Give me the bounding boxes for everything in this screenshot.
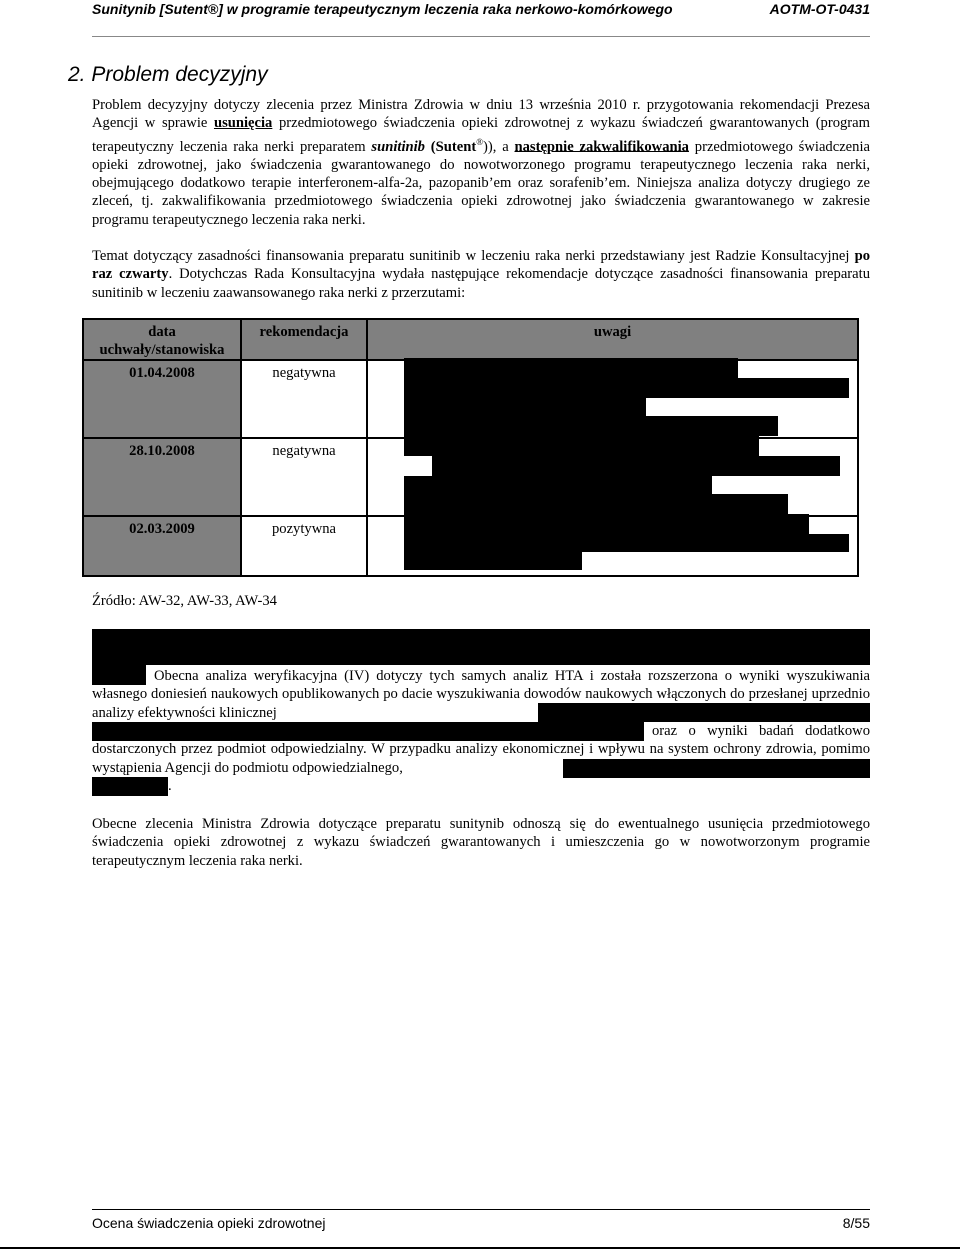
cell-date: 28.10.2008 (83, 438, 241, 516)
paragraph-verification-analysis-cont: oraz o wyniki badań dodatkowo dostarczonych przez podmiot odpowiedzialny. W przypadku analizy ekonomicznej i wpływu na system ochrony zdrowia, pomimo wystąpienia Agencji do podmiotu odpowiedzialnego, (92, 723, 870, 776)
table-header-row (83, 319, 858, 360)
redaction-block (404, 416, 778, 436)
section-title: 2. Problem decyzyjny (68, 63, 268, 86)
redaction-block (92, 629, 870, 665)
redaction-block (92, 777, 168, 796)
bottom-rule (0, 1247, 960, 1249)
header-date: data uchwały/stanowiska (83, 319, 241, 360)
paragraph-current-orders: Obecne zlecenia Ministra Zdrowia dotyczące preparatu sunitynib odnoszą się do ewentualnego usunięcia przedmiotowego świadczenia opieki zdrowotnej z wykazu świadczeń gwarantowanych i umieszczenia go w nowotworzonym programie terapeutycznym leczenia raka nerki. (92, 816, 870, 869)
redaction-block (563, 759, 870, 778)
redaction-block (404, 476, 712, 494)
redaction-block (404, 552, 582, 570)
redaction-block (404, 398, 646, 416)
page-header (92, 0, 870, 20)
header-title: Sunitynib [Sutent®] w programie terapeutycznym leczenia raka nerkowo-komórkowego (92, 1, 673, 17)
redaction-block (404, 494, 788, 514)
footer-title: Ocena świadczenia opieki zdrowotnej (92, 1215, 326, 1231)
header-notes: uwagi (367, 319, 858, 360)
page-number: 8/55 (842, 1215, 870, 1231)
redaction-block (404, 378, 849, 398)
redaction-block (404, 514, 809, 534)
redaction-block (432, 456, 840, 476)
page-footer (92, 1214, 870, 1234)
header-code: AOTM-OT-0431 (769, 1, 870, 17)
drug-name: sunitinib (371, 138, 425, 155)
redaction-block (538, 703, 870, 722)
cell-recommendation: negatywna (241, 360, 367, 438)
cell-recommendation: negatywna (241, 438, 367, 516)
redaction-block (404, 534, 849, 552)
cell-date: 02.03.2009 (83, 516, 241, 576)
paragraph-end-period: . (168, 778, 172, 794)
cell-date: 01.04.2008 (83, 360, 241, 438)
table-source: Źródło: AW-32, AW-33, AW-34 (92, 593, 277, 609)
emphasis-removal: usunięcia (213, 115, 273, 132)
emphasis-fourth-time: po raz czwarty (92, 248, 870, 283)
paragraph-council-topic: Temat dotyczący zasadności finansowania preparatu sunitinib w leczeniu raka nerki przedstawiany jest Radzie Konsultacyjnej po raz czwarty. Dotychczas Rada Konsultacyjna wydała następujące rekomendacje dotyczące zasadności finansowania preparatu sunitinib w leczeniu zaawansowanego raka nerki z przerzutami: (92, 248, 870, 301)
header-recommendation: rekomendacja (241, 319, 367, 360)
cell-recommendation: pozytywna (241, 516, 367, 576)
paragraph-verification-analysis: Obecna analiza weryfikacyjna (IV) dotyczy tych samych analiz HTA i została rozszerzona o wyniki wyszukiwania własnego doniesień naukowych opublikowanych po dacie wyszukiwania dowodów naukowych włączonych do przesłanej uprzednio analizy efektywności klinicznej (92, 668, 870, 721)
redaction-block (404, 358, 738, 378)
footer-divider (92, 1209, 870, 1210)
paragraph-decision-problem: Problem decyzyjny dotyczy zlecenia przez Ministra Zdrowia w dniu 13 września 2010 r. przygotowania rekomendacji Prezesa Agencji w sprawie usunięcia przedmiotowego świadczenia opieki zdrowotnej z wykazu świadczeń gwarantowanych (program terapeutyczny leczenia raka nerki preparatem sunitinib (Sutent®)), a następnie zakwalifikowania przedmiotowego świadczenia opieki zdrowotnej, jako świadczenia gwarantowanego do nowotworzonego programu terapeutycznego leczenia raka nerki, obejmującego dodatkowo terapie interferonem-alfa-2a, pazopanib’em oraz sorafenib’em. Niniejsza analiza dotyczy drugiego ze zleceń, tj. zakwalifikowania przedmiotowego świadczenia opieki zdrowotnej jako świadczenia gwarantowanego w zakresie programu terapeutycznego leczenia raka nerki. (92, 97, 870, 228)
header-divider (92, 36, 870, 37)
redaction-block (404, 436, 759, 456)
emphasis-qualification: następnie zakwalifikowania (514, 138, 689, 155)
